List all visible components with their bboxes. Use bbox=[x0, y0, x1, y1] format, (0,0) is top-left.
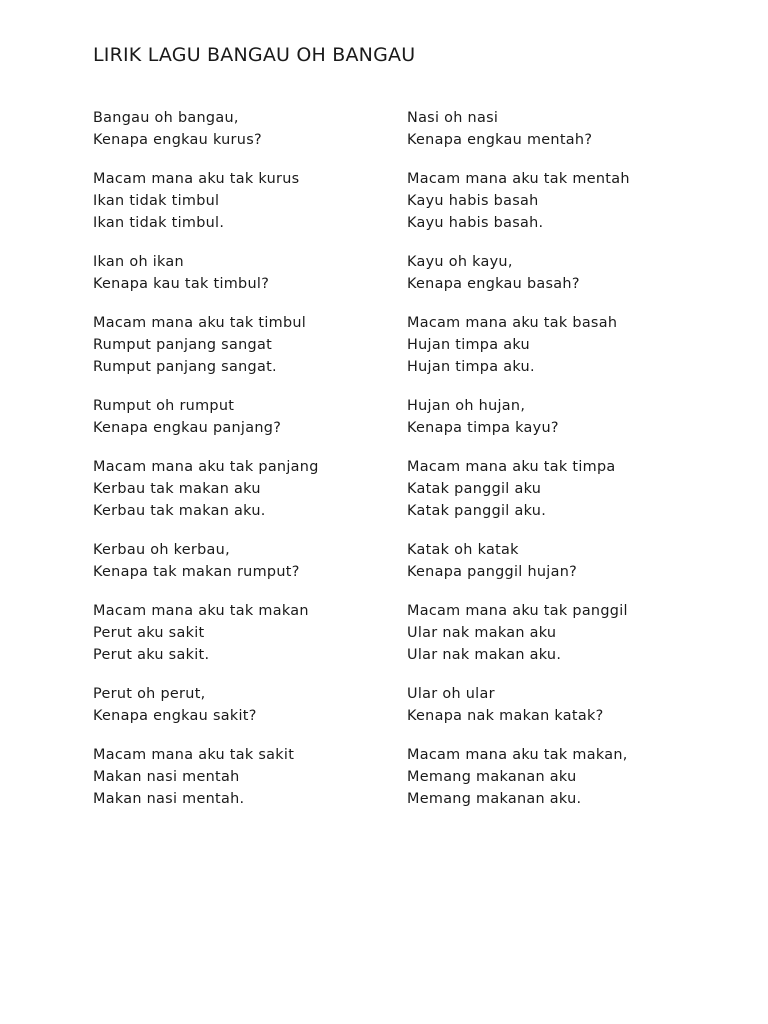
lyric-line: Macam mana aku tak timbul bbox=[93, 315, 307, 331]
stanza bbox=[407, 107, 707, 151]
lyrics-column-right bbox=[407, 107, 707, 827]
lyric-line: Macam mana aku tak basah bbox=[407, 315, 618, 331]
lyric-line: Bangau oh bangau, bbox=[93, 110, 239, 126]
lyric-line: Kerbau oh kerbau, bbox=[93, 542, 230, 558]
lyric-line: Perut oh perut, bbox=[93, 686, 206, 702]
lyric-line: Macam mana aku tak makan bbox=[93, 603, 309, 619]
stanza bbox=[407, 539, 707, 583]
lyric-line: Katak panggil aku. bbox=[407, 503, 547, 519]
stanza bbox=[93, 456, 393, 522]
lyric-line: Kayu habis basah bbox=[407, 193, 539, 209]
lyric-line: Ikan tidak timbul. bbox=[93, 215, 225, 231]
stanza bbox=[407, 683, 707, 727]
lyric-line: Ikan oh ikan bbox=[93, 254, 184, 270]
stanza bbox=[93, 251, 393, 295]
lyrics-column-left bbox=[93, 107, 393, 827]
stanza bbox=[407, 251, 707, 295]
lyric-line: Rumput panjang sangat bbox=[93, 337, 273, 353]
stanza bbox=[93, 539, 393, 583]
lyric-line: Macam mana aku tak timpa bbox=[407, 459, 616, 475]
stanza bbox=[407, 456, 707, 522]
stanza bbox=[407, 744, 707, 810]
lyric-line: Kayu habis basah. bbox=[407, 215, 544, 231]
stanza bbox=[407, 312, 707, 378]
stanza bbox=[93, 744, 393, 810]
lyric-line: Kenapa engkau sakit? bbox=[93, 708, 257, 724]
lyric-line: Hujan timpa aku bbox=[407, 337, 530, 353]
lyric-line: Hujan timpa aku. bbox=[407, 359, 535, 375]
stanza bbox=[407, 600, 707, 666]
lyric-line: Kerbau tak makan aku. bbox=[93, 503, 266, 519]
lyric-line: Macam mana aku tak makan, bbox=[407, 747, 628, 763]
lyric-line: Perut aku sakit. bbox=[93, 647, 210, 663]
stanza bbox=[407, 168, 707, 234]
lyric-line: Rumput panjang sangat. bbox=[93, 359, 277, 375]
stanza bbox=[93, 683, 393, 727]
lyric-line: Kenapa engkau kurus? bbox=[93, 132, 262, 148]
lyric-line: Kerbau tak makan aku bbox=[93, 481, 261, 497]
lyric-line: Kenapa panggil hujan? bbox=[407, 564, 578, 580]
stanza bbox=[93, 600, 393, 666]
stanza bbox=[93, 107, 393, 151]
stanza bbox=[93, 312, 393, 378]
lyric-line: Kenapa timpa kayu? bbox=[407, 420, 559, 436]
lyric-line: Kenapa engkau panjang? bbox=[93, 420, 282, 436]
lyric-line: Perut aku sakit bbox=[93, 625, 205, 641]
lyric-line: Kenapa kau tak timbul? bbox=[93, 276, 270, 292]
lyric-line: Ular oh ular bbox=[407, 686, 495, 702]
lyric-line: Ular nak makan aku bbox=[407, 625, 557, 641]
lyric-line: Macam mana aku tak kurus bbox=[93, 171, 300, 187]
stanza bbox=[93, 395, 393, 439]
lyric-line: Kayu oh kayu, bbox=[407, 254, 513, 270]
lyric-line: Katak oh katak bbox=[407, 542, 519, 558]
lyric-line: Memang makanan aku. bbox=[407, 791, 582, 807]
lyric-line: Ular nak makan aku. bbox=[407, 647, 562, 663]
lyric-line: Nasi oh nasi bbox=[407, 110, 499, 126]
lyric-line: Hujan oh hujan, bbox=[407, 398, 526, 414]
lyric-line: Memang makanan aku bbox=[407, 769, 577, 785]
lyric-line: Macam mana aku tak panjang bbox=[93, 459, 319, 475]
lyric-line: Kenapa engkau mentah? bbox=[407, 132, 593, 148]
lyric-line: Kenapa tak makan rumput? bbox=[93, 564, 300, 580]
stanza bbox=[93, 168, 393, 234]
lyric-line: Makan nasi mentah bbox=[93, 769, 240, 785]
lyric-line: Katak panggil aku bbox=[407, 481, 542, 497]
lyric-line: Kenapa engkau basah? bbox=[407, 276, 580, 292]
lyric-line: Rumput oh rumput bbox=[93, 398, 235, 414]
page-title: LIRIK LAGU BANGAU OH BANGAU bbox=[93, 44, 416, 66]
lyric-line: Ikan tidak timbul bbox=[93, 193, 220, 209]
lyric-line: Macam mana aku tak panggil bbox=[407, 603, 628, 619]
lyric-line: Macam mana aku tak sakit bbox=[93, 747, 295, 763]
lyric-line: Makan nasi mentah. bbox=[93, 791, 245, 807]
stanza bbox=[407, 395, 707, 439]
lyric-line: Macam mana aku tak mentah bbox=[407, 171, 630, 187]
lyric-line: Kenapa nak makan katak? bbox=[407, 708, 604, 724]
